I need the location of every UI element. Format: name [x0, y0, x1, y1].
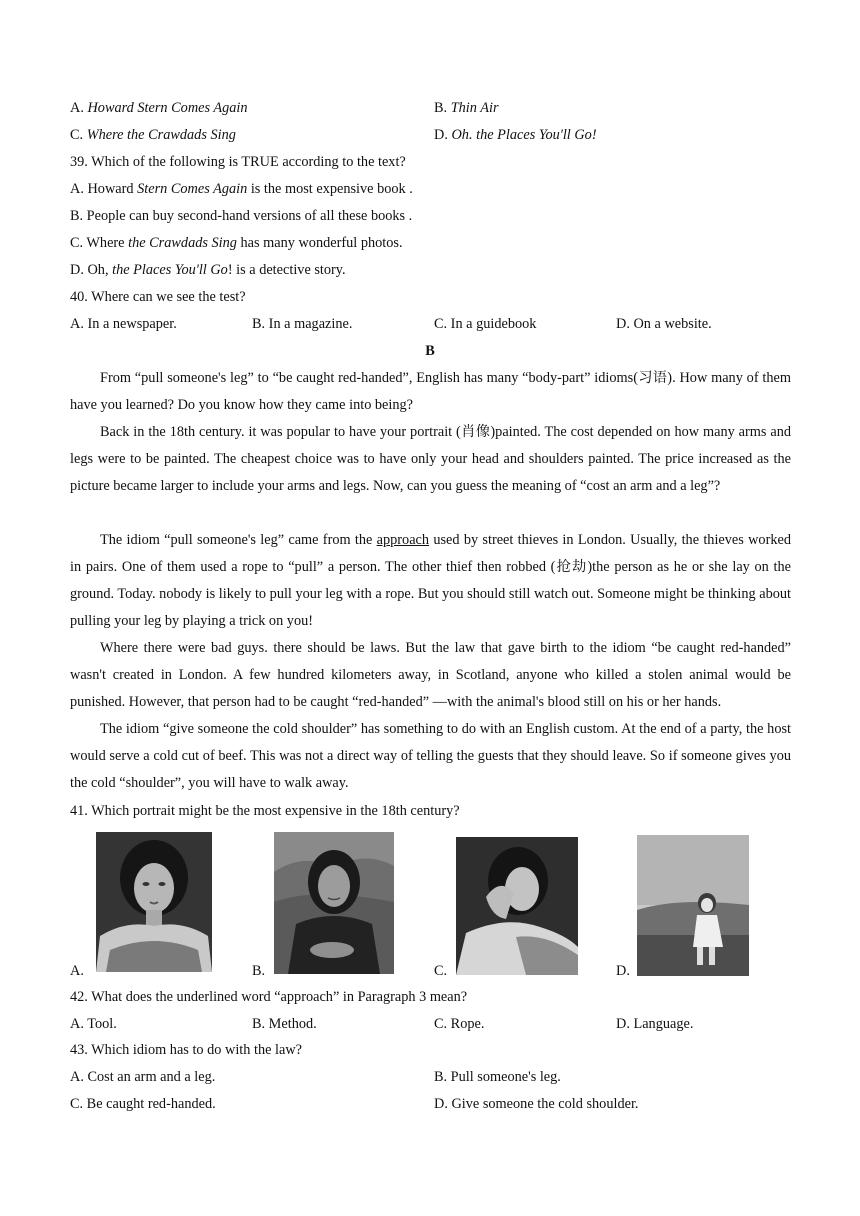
passage-paragraph-5: The idiom “give someone the cold shoulder” has something to do with an English custom. At the end of a party, the host would serve a cold cut of beef. This was not a direct way of telling the guests that they should leave. So if someone gives you the cold “shoulder”, you will have to walk away. [70, 721, 791, 791]
underlined-word-approach: approach [376, 532, 430, 548]
q43-option-d: D. Give someone the cold shoulder. [434, 1096, 639, 1112]
q42-option-c: C. Rope. [434, 1016, 485, 1032]
q42-option-a: A. Tool. [70, 1016, 117, 1032]
q42-stem: 42. What does the underlined word “approach” in Paragraph 3 mean? [70, 989, 468, 1005]
q43-option-b: B. Pull someone's leg. [434, 1069, 561, 1085]
q41-stem: 41. Which portrait might be the most expensive in the 18th century? [70, 803, 460, 819]
q40-option-d: D. On a website. [616, 316, 712, 332]
passage-paragraph-1: From “pull someone's leg” to “be caught red-handed”, English has many “body-part” idioms(习语). How many of them have you learned? Do you know how they came into being? [70, 370, 791, 413]
portrait-image-c [456, 837, 578, 975]
q39-option-a: A. Howard Stern Comes Again is the most expensive book . [70, 181, 413, 197]
q41-option-c: C. [434, 963, 448, 979]
q43-option-a: A. Cost an arm and a leg. [70, 1069, 216, 1085]
q42-option-b: B. Method. [252, 1016, 317, 1032]
passage-paragraph-3: The idiom “pull someone's leg” came from the approach used by street thieves in London. Usually, the thieves worked in pairs. One of them used a rope to “pull” a person. The other thief then robbed (抢劫)the person as he or she lay on the ground. Today. nobody is likely to pull your leg with a rope. But you should still watch out. Someone might be thinking about pulling your leg by playing a trick on you! [70, 532, 791, 629]
q39-option-b: B. People can buy second-hand versions of all these books . [70, 208, 413, 224]
passage-paragraph-4: Where there were bad guys. there should be laws. But the law that gave birth to the idiom “be caught red-handed” wasn't created in London. A few hundred kilometers away, in Scotland, anyone who killed a stolen animal would be punished. However, that person had to be caught “red-handed” —with the animal's blood still on his or her hands. [70, 640, 791, 710]
passage-paragraph-2: Back in the 18th century. it was popular to have your portrait (肖像)painted. The cost depended on how many arms and legs were to be painted. The cheapest choice was to have only your head and shoulders painted. The price increased as the picture became larger to include your arms and legs. Now, can you guess the meaning of “cost an arm and a leg”? [70, 424, 791, 494]
q43-stem: 43. Which idiom has to do with the law? [70, 1042, 303, 1058]
q40-option-c: C. In a guidebook [434, 316, 537, 332]
q42-option-d: D. Language. [616, 1016, 694, 1032]
q41-option-d: D. [616, 963, 630, 979]
q41-option-a: A. [70, 963, 84, 979]
q38-option-c: C. Where the Crawdads Sing [70, 127, 236, 143]
portrait-image-b [274, 832, 394, 974]
q38-option-a: A. Howard Stern Comes Again [70, 100, 248, 116]
portrait-image-d [637, 835, 749, 976]
q39-option-d: D. Oh, the Places You'll Go! is a detective story. [70, 262, 346, 278]
q39-option-c: C. Where the Crawdads Sing has many wonderful photos. [70, 235, 403, 251]
q41-option-b: B. [252, 963, 266, 979]
q43-option-c: C. Be caught red-handed. [70, 1096, 216, 1112]
q38-option-b: B. Thin Air [434, 100, 499, 116]
q40-option-a: A. In a newspaper. [70, 316, 177, 332]
q40-stem: 40. Where can we see the test? [70, 289, 246, 305]
section-heading: B [425, 343, 435, 359]
q40-option-b: B. In a magazine. [252, 316, 353, 332]
q39-stem: 39. Which of the following is TRUE according to the text? [70, 154, 406, 170]
q38-option-d: D. Oh. the Places You'll Go! [434, 127, 597, 143]
portrait-image-a [96, 832, 212, 972]
